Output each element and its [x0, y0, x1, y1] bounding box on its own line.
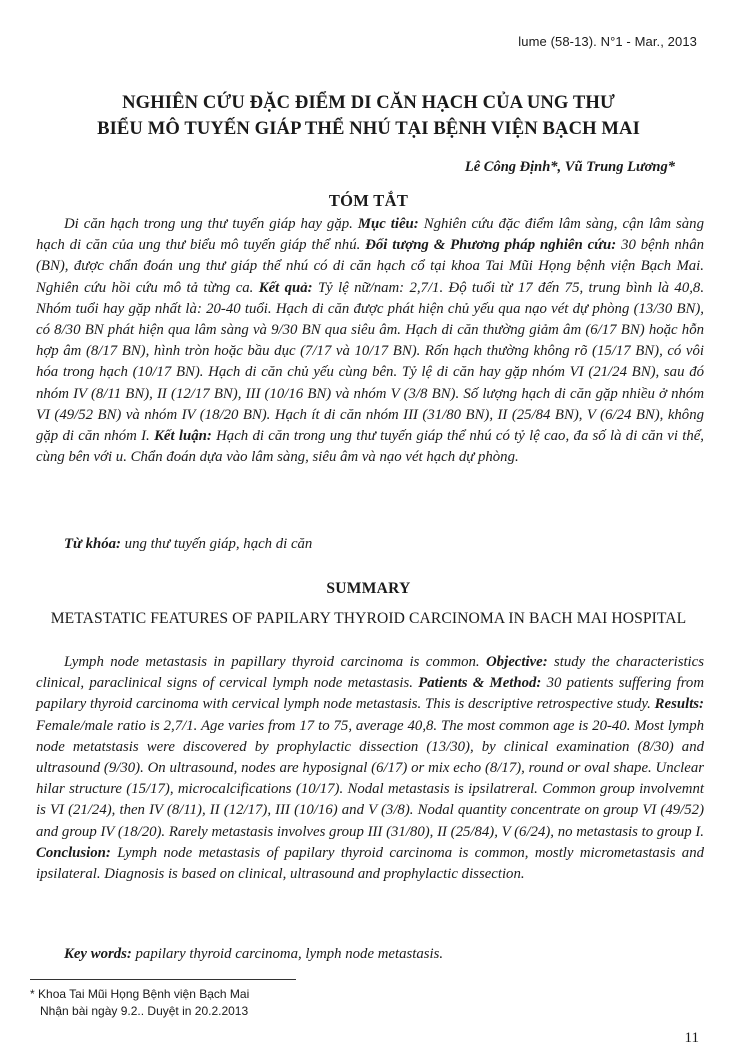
- abstract-vi-objective: Nghiên cứu đặc điểm lâm sàng, cận lâm sàng hạch di căn của ung thư biểu mô tuyến giáp thể nhú.: [36, 216, 704, 254]
- abstract-vi-conclusion-label: Kết luận:: [154, 428, 212, 445]
- abstract-en-conclusion: Lymph node metastasis of papilary thyroid carcinoma is common, mostly micrometastasis and ipsilateral. Diagnosis is based on clinical, ultrasound and prophylactic dissection.: [36, 844, 705, 883]
- abstract-vi-subjects-label: Đối tượng & Phương pháp nghiên cứu:: [365, 237, 617, 254]
- english-title: METASTATIC FEATURES OF PAPILARY THYROID CARCINOMA IN BACH MAI HOSPITAL: [50, 610, 687, 627]
- footnote-affiliation: Khoa Tai Mũi Họng Bệnh viện Bạch Mai: [38, 987, 250, 1001]
- abstract-vi-objective-label: Mục tiêu:: [357, 216, 419, 232]
- abstract-en-objective: study the characteristics clinical, paraclinical signs of cervical lymph node metastasis.: [36, 654, 704, 692]
- keywords-en-text: papilary thyroid carcinoma, lymph node metastasis.: [135, 946, 444, 962]
- footnote-marker: *: [30, 987, 35, 1001]
- abstract-en-results: Female/male ratio is 2,7/1. Age varies from 17 to 75, average 40,8. The most common age is 20-40. Most lymph node metatstasis were discovered by prophylactic dissection (13/30), by clinical examination (8/30) and ultrasound (9/30). On ultrasound, nodes are hyposignal (6/17) or mix echo (8/17), round or oval shape. Unclear hilar structure (15/17), microcalcifications (10/17). Nodal metastasis is ipsilatreral. Common group involvemnt is VI (21/24), then IV (8/11), II (12/17), III (10/16) and V (3/8). Nodal quantity concentrate on group VI (49/52) and group IV (18/20). Rarely metastasis involves group III (31/80), II (25/84), V (6/24), no metastasis to group I.: [36, 717, 704, 840]
- abstract-vi-results-label: Kết quả:: [258, 279, 313, 296]
- footnote-line-1: [30, 986, 249, 1003]
- keywords-vi-text: ung thư tuyến giáp, hạch di căn: [124, 536, 313, 552]
- abstract-vi-subjects: 30 bệnh nhân (BN), được chẩn đoán ung thư giáp thể nhú có di căn hạch cổ tại khoa Tai Mũi Họng bệnh viện Bạch Mai. Nghiên cứu hồi cứu mô tả từng ca.: [36, 237, 705, 296]
- keywords-en: [64, 946, 443, 963]
- abstract-vi-sentence-1: Di căn hạch trong ung thư tuyến giáp hay gặp.: [64, 216, 353, 232]
- abstract-vi-heading: TÓM TẮT: [328, 191, 409, 210]
- abstract-en-objective-label: Objective:: [486, 654, 548, 670]
- abstract-vi-body: [36, 214, 704, 468]
- abstract-en-body: [36, 652, 704, 885]
- abstract-en-patients: 30 patients suffering from papilary thyroid carcinoma with cervical lymph node metastasis. This is descriptive retrospective study.: [36, 675, 705, 713]
- authors: Lê Công Định*, Vũ Trung Lương*: [464, 159, 675, 175]
- abstract-en-sentence-1: Lymph node metastasis in papillary thyroid carcinoma is common.: [64, 654, 480, 670]
- abstract-vi-conclusion: Hạch di căn trong ung thư tuyến giáp thể nhú có tỷ lệ cao, đa số là di căn vi thể, cùng bên với u. Chẩn đoán dựa vào lâm sàng, siêu âm và nạo vét hạch dự phòng.: [36, 428, 705, 466]
- footnote: [30, 986, 249, 1020]
- footnote-divider: [30, 979, 296, 980]
- keywords-en-label: Key words:: [64, 946, 132, 962]
- title-line-1: NGHIÊN CỨU ĐẶC ĐIỂM DI CĂN HẠCH CỦA UNG THƯ: [122, 92, 615, 113]
- paper-title: [20, 90, 717, 142]
- journal-reference: lume (58-13). N°1 - Mar., 2013: [518, 34, 697, 49]
- abstract-en-patients-label: Patients & Method:: [418, 675, 542, 692]
- abstract-vi-results: Tỷ lệ nữ/nam: 2,7/1. Độ tuổi từ 17 đến 75, trung bình là 40,8. Nhóm tuổi hay gặp nhất là: 20-40 tuổi. Hạch di căn được phát hiện chủ yếu qua nạo vét dự phòng (13/30 BN), có 8/30 BN phát hiện qua lâm sàng và 9/30 BN qua siêu âm. Hạch di căn thường giảm âm (6/17 BN) hoặc hỗn hợp âm (8/17 BN), hình tròn hoặc bầu dục (7/17 và 10/17 BN). Rốn hạch thường không rõ (15/17 BN), có vôi hóa trong hạch (10/17 BN). Hạch di căn chủ yếu cùng bên. Tỷ lệ di căn hay gặp nhóm VI (21/24 BN), sau đó nhóm IV (8/11 BN), II (12/17 BN), III (10/16 BN) và nhóm V (3/8 BN). Số lượng hạch di căn gặp nhiều ở nhóm VI (49/52 BN) và nhóm IV (18/20 BN). Hạch ít di căn nhóm III (31/80 BN), II (25/84 BN), V (6/24 BN), không gặp di căn nhóm I.: [36, 279, 705, 445]
- abstract-en-results-label: Results:: [654, 696, 704, 713]
- keywords-vi-label: Từ khóa:: [64, 536, 121, 552]
- abstract-en-conclusion-label: Conclusion:: [36, 844, 111, 861]
- footnote-dates: Nhận bài ngày 9.2.. Duyệt in 20.2.2013: [40, 1004, 249, 1018]
- title-line-2: BIỂU MÔ TUYẾN GIÁP THỂ NHÚ TẠI BỆNH VIỆN BẠCH MAI: [97, 118, 640, 139]
- keywords-vi: [64, 536, 312, 553]
- page-number: 11: [684, 1030, 699, 1046]
- summary-heading: SUMMARY: [326, 580, 411, 597]
